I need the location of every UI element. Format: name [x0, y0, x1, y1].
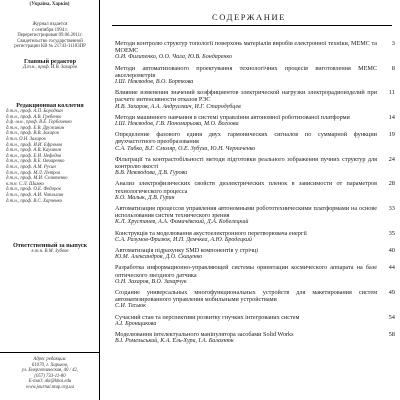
board-member: д.т.н., проф. Е.В. Дружинин [6, 125, 65, 131]
toc-entry[interactable] [115, 65, 395, 86]
toc-entry-page: 28 [388, 180, 395, 188]
board-member: д.т.н., проф. О.Е. Федоров [6, 187, 61, 193]
masthead-sidebar [0, 0, 100, 400]
editorial-board [0, 102, 100, 204]
toc-entry[interactable] [115, 156, 395, 177]
secretary-block [0, 242, 100, 255]
editorial-address [0, 352, 100, 391]
toc-entry-authors: Ю.М. Александров, Д.О. Скаценко [115, 254, 203, 261]
toc-entry-title: Определение фазового единя двух гармонических сигналов по суммарной функции двухчастотного преобразования [115, 131, 377, 146]
toc-entry-page: 40 [388, 246, 395, 254]
toc-entry-authors: В.В. Невлюдова, Д.В. Гурова [115, 170, 188, 177]
board-member: д.т.н., проф. В.С. Харченко [6, 198, 62, 204]
board-member: д.т.н., проф. М.Л. Петров [6, 170, 61, 176]
board-member: д.т.н., проф. В.Е. Овчаренко [6, 159, 65, 165]
journal-since: с сентября 1994 г. [31, 27, 69, 33]
toc-entry-authors: В.І. Ромельський, К.А. Ель-Хури, І.А. Балахнюк [115, 338, 234, 345]
toc-entry[interactable] [115, 230, 395, 244]
toc-entry-authors: О.И. Филипенко, О.О. Чала, Ю.В. Бондаренко [115, 54, 232, 61]
board-member: д.т.н., проф. И.И. Ефремов [6, 142, 63, 148]
toc-entry-authors: С.А. Тибко, В.Г. Смоляр, О.Е. Зубуха, Ю.Н. Черниченко [115, 145, 256, 152]
contents-heading: СОДЕРЖАНИЕ [211, 12, 287, 22]
toc-entry-page: 58 [388, 330, 395, 338]
reregistration: Перерегистрирован 09.06.2011г. [17, 33, 83, 39]
toc-entry-title: Влияние изменения значений коэффициентов электрической нагрузки электрорадиоизделий при расчете интенсивности отказов РЭС [115, 89, 377, 104]
toc-entry-page: 35 [388, 229, 395, 237]
toc-entry-page: 24 [388, 155, 395, 163]
toc-entry-authors: Б.О. Малык, Д.В. Гурин [115, 194, 175, 201]
toc-entry-authors: І.Ш. Невлюдов, Г.В. Пономарьова, М.О. Вогоова [115, 120, 239, 127]
address-title: Адрес редакции: [33, 357, 67, 362]
toc-entry[interactable] [115, 247, 395, 261]
journal-founded: Журнал издается [32, 22, 68, 27]
toc-entry-title: Автоматизация процессов управления автономными робототехническими платформами на основе использования систем технического зрения [115, 204, 377, 220]
toc-entry[interactable] [115, 131, 395, 152]
toc-entry[interactable] [115, 289, 395, 310]
toc-entry[interactable] [115, 331, 395, 345]
toc-entry[interactable] [115, 180, 395, 201]
secretary-title: Ответственный за выпуск [12, 242, 88, 249]
address-line: (057) 733-11-80 [34, 373, 66, 379]
board-member: к.т.н. С.Л. Шимко [6, 181, 44, 187]
chief-editor-title: Главный редактор [23, 58, 77, 65]
board-member: д.ф.-м.н., проф. В.Е. Горбаченко [6, 120, 72, 126]
toc-entry-title: Конструкція та моделювання акустоелектронного перетворювача енергії [115, 229, 307, 237]
toc-entry-title: Методи автоматизованого проектування технологічних процесів виготовлення МЕМС акселерометрів [115, 64, 377, 79]
board-member: д.т.н., проф. А.П. Бородкин [6, 109, 63, 114]
toc-entry-title: Фільтрації та контрастобільності методи підготовки реального зображення пучних структур для контролю якості [115, 155, 377, 170]
toc-entry-page: 11 [388, 89, 395, 97]
toc-entry-page: 33 [388, 204, 395, 212]
address-lines [0, 363, 100, 391]
toc-entry-authors: С.И. Тесьюк [115, 303, 146, 310]
board-member: д.т.н. О.Н. Захаров [6, 136, 46, 142]
toc-entry-title: Методи машинного навчання в системі управління автономної роботизованої платформи [115, 113, 350, 121]
toc-entry-authors: І.Ш. Невлюдов, В.О. Борткова [115, 79, 194, 85]
board-member: д.т.н., проф. А.В. Гребенко [6, 114, 62, 120]
toc-entry-title: Сучасний стан та перспективи розвитку гнучких інтегрованих систем [115, 313, 300, 321]
address-line: 61070, г. Харьков, [31, 362, 69, 368]
secretary-name: к.т.н. В.М. Зубков [31, 249, 69, 254]
toc-entry[interactable] [115, 314, 395, 328]
toc-entry-authors: И.В. Захаров, А.А. Андрусевич, И.Г. Стародубцев [115, 103, 241, 110]
journal-info [0, 22, 100, 50]
address-line: ул. Енергетическая, 40 / 42, [21, 368, 79, 374]
chief-editor-block [0, 58, 100, 71]
board-members-list [0, 109, 100, 204]
heading-rule [112, 25, 392, 26]
toc-entry[interactable] [115, 40, 395, 61]
contents-panel [104, 0, 400, 400]
toc-entry-page: 54 [388, 313, 395, 321]
address-line: E-mail: aki@khai.edu [28, 379, 72, 385]
toc-entry-page: 14 [388, 113, 395, 121]
toc-entry-page: 3 [391, 40, 395, 47]
board-member: д.т.н., проф. А.И. Чаплыгин [6, 192, 64, 198]
toc-entry-page: 49 [388, 288, 395, 296]
board-member: д.т.н., проф. В.В. Захаров [6, 131, 59, 137]
address-line: www.journal.ntup.org.ua [26, 384, 74, 390]
toc-entry-title: Анализ электрофизических свойств диэлектрических пленок в зависимости от параметров технологического процесса [115, 180, 377, 195]
board-member: д.т.н., проф. А.М. Русин [6, 164, 56, 170]
toc-entry-page: 19 [388, 131, 395, 139]
toc-entry-title: Автоматизація підрахунку SMD компонентів у стрічці [115, 246, 259, 254]
board-title: Редакционная коллегия [16, 102, 84, 109]
board-member: д.т.н., проф. М.И. Селютенко [6, 176, 68, 182]
publisher-line: (Україна, Харків) [29, 2, 70, 7]
certificate: Свидетельство государственной [17, 38, 83, 44]
toc-entry-title: Разработка информационно-управляющей системы ориентации космического аппарата на базе оптического звездного датчика [115, 264, 377, 279]
toc-entry-authors: С.А. Разумов-Фризюк, И.П. Демчкеа, А.Ю. Бродецкий [115, 236, 252, 243]
toc-entry-page: 44 [388, 264, 395, 272]
board-member: д.т.н., проф. А.В. Каушкин [6, 148, 62, 154]
table-of-contents [115, 40, 395, 348]
toc-entry-title: Моделювання інтелектуального маніпулятора засобами Solid Works [115, 330, 294, 338]
toc-entry[interactable] [115, 205, 395, 226]
chief-editor-name: Д.т.н., проф. И.В. Захаров [22, 65, 78, 70]
board-member: д.т.н., проф. Е.И. Нефедов [6, 153, 62, 159]
registration: регистрации КВ № 21743-11183ПР [14, 44, 86, 50]
toc-entry-authors: О.Н. Захаров, В.О. Захарчук [115, 278, 187, 285]
toc-entry[interactable] [115, 114, 395, 128]
toc-entry-title: Создание универсальных многофункциональных устройств для макетирования систем автоматизированного управления мобильными устройствами [115, 288, 377, 304]
toc-entry[interactable] [115, 89, 395, 110]
toc-entry-authors: А.І. Бронщикова [115, 320, 157, 327]
toc-entry[interactable] [115, 264, 395, 285]
toc-entry-authors: К.Л. Хрустанев, А.А. Фомичёвский, Д.А. Кобелецкий [115, 219, 249, 226]
toc-entry-page: 8 [391, 64, 395, 72]
toc-entry-title: Методи контролю структур топології поверхонь матеріалів виробів електронної техніки, МЕМС та МОЕМС [115, 40, 377, 55]
